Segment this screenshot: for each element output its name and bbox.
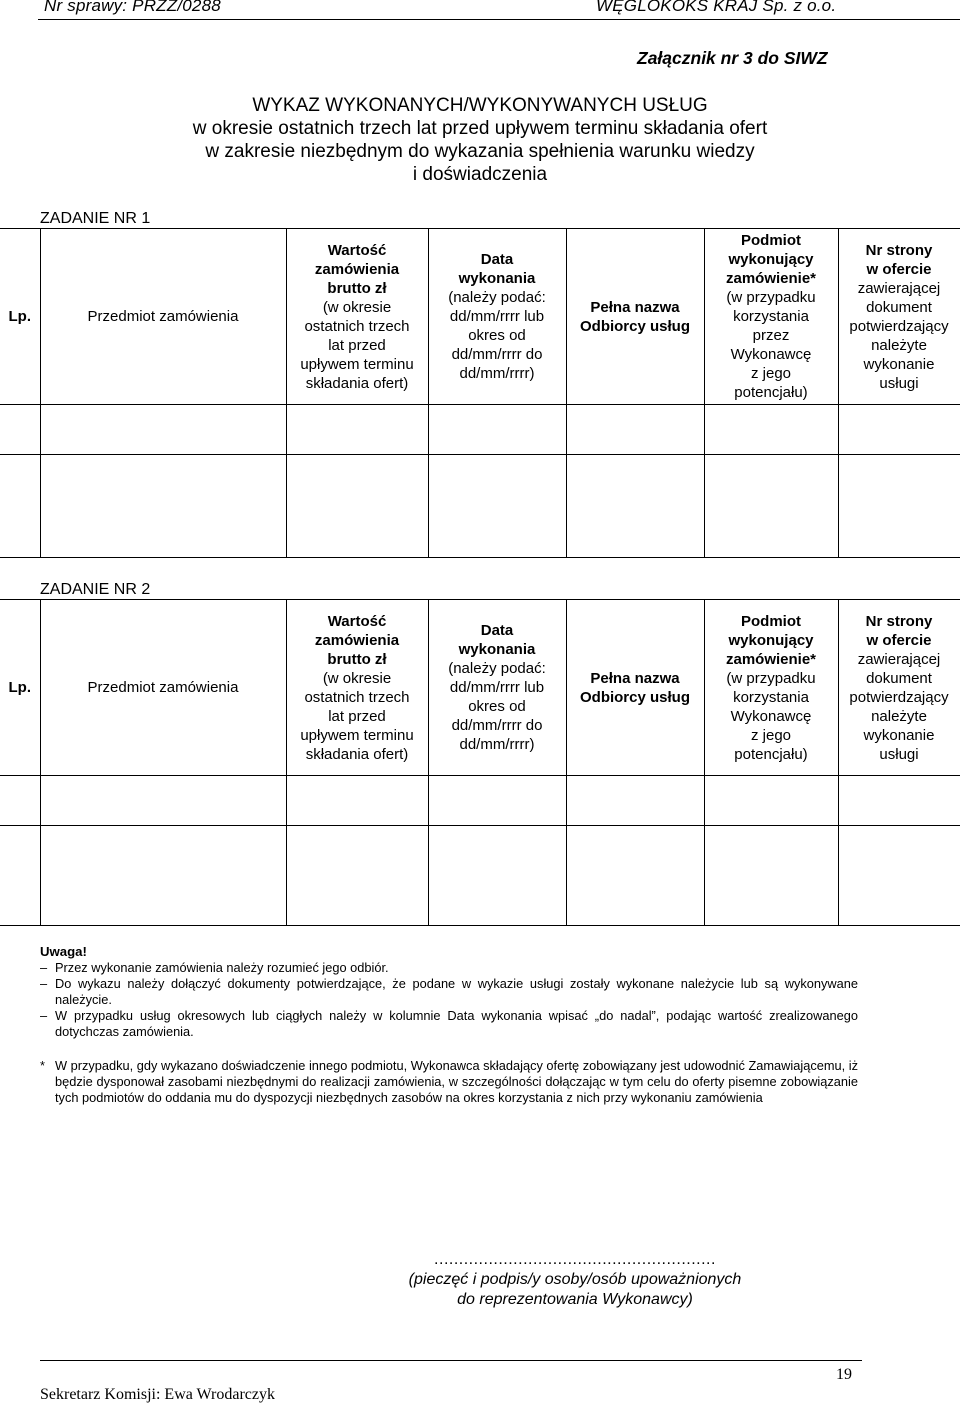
signature-caption: (pieczęć i podpis/y osoby/osób upoważnionych (408, 1271, 742, 1288)
col-offer-page-text: zawierającej (857, 279, 941, 297)
col-date-text: Data (480, 251, 514, 268)
cell-empty[interactable] (40, 405, 286, 455)
notes-section (40, 944, 858, 1106)
cell-empty[interactable] (704, 405, 838, 455)
note-item (40, 976, 858, 1008)
col-entity (704, 229, 838, 405)
col-date (428, 229, 566, 405)
table-header-row (0, 229, 960, 405)
col-value-text: brutto zł (327, 279, 387, 297)
col-offer-page-text: usługi (879, 374, 919, 392)
signature-caption: do reprezentowania Wykonawcy) (457, 1291, 693, 1308)
col-value-text: składania ofert) (305, 374, 409, 392)
col-offer-page-text: potwierdzający (849, 688, 949, 706)
col-lp: Lp. (0, 229, 40, 405)
case-number: Nr sprawy: PRZZ/0288 (44, 0, 221, 15)
col-offer-page-text: usługi (879, 745, 919, 763)
col-date-text: dd/mm/rrrr) (459, 736, 535, 753)
footer-rule (40, 1360, 862, 1361)
title-line: w okresie ostatnich trzech lat przed upływem terminu składania ofert (192, 118, 768, 139)
cell-empty[interactable] (286, 455, 428, 558)
col-offer-page-text: w ofercie (866, 260, 932, 278)
cell-empty[interactable] (838, 405, 960, 455)
note-text: Do wykazu należy dołączyć dokumenty potwierdzające, że podane w wykazie usługi zostały wykonane należycie lub są wykonywane należycie. (55, 976, 858, 1007)
col-entity-text: korzystania (733, 688, 809, 706)
col-value-text: brutto zł (327, 650, 387, 668)
note-item (40, 960, 858, 976)
col-offer-page-text: Nr strony (865, 241, 933, 259)
col-date-text: (należy podać: (448, 660, 546, 677)
col-date-text: okres od (468, 698, 526, 715)
col-offer-page-text: zawierającej (857, 650, 941, 668)
col-value (286, 229, 428, 405)
cell-empty[interactable] (0, 405, 40, 455)
annex-label: Załącznik nr 3 do SIWZ (637, 48, 828, 68)
table-row (0, 826, 960, 926)
col-recipient-text: Odbiorcy usług (579, 688, 690, 706)
col-lp: Lp. (0, 600, 40, 776)
col-entity-text: wykonujący (728, 631, 814, 649)
col-date-text: dd/mm/rrrr) (459, 365, 535, 382)
col-date-text: dd/mm/rrrr do (451, 346, 543, 363)
col-subject: Przedmiot zamówienia (40, 600, 286, 776)
col-value-text: upływem terminu (300, 726, 414, 744)
cell-empty[interactable] (40, 826, 286, 926)
dash-bullet-icon: – (40, 960, 48, 975)
cell-empty[interactable] (286, 405, 428, 455)
col-value-text: Wartość (327, 241, 387, 259)
col-value-text: lat przed (328, 336, 386, 354)
cell-empty[interactable] (428, 405, 566, 455)
cell-empty[interactable] (838, 776, 960, 826)
col-offer-page-text: dokument (866, 669, 932, 687)
cell-empty[interactable] (0, 776, 40, 826)
col-date-text: wykonania (458, 641, 536, 658)
signature-block (300, 1250, 850, 1310)
col-recipient-text: Odbiorcy usług (579, 317, 690, 335)
cell-empty[interactable] (566, 405, 704, 455)
title-line: w zakresie niezbędnym do wykazania spełnienia warunku wiedzy (205, 141, 755, 162)
col-value-text: (w okresie (322, 669, 392, 687)
col-date-text: wykonania (458, 270, 536, 287)
task-1-label: ZADANIE NR 1 (40, 210, 151, 227)
col-date-text: (należy podać: (448, 289, 546, 306)
col-value-text: ostatnich trzech (304, 688, 410, 706)
title-line: i doświadczenia (412, 164, 548, 185)
col-offer-page-text: w ofercie (866, 631, 932, 649)
col-recipient-text: Pełna nazwa (590, 669, 680, 687)
cell-empty[interactable] (704, 826, 838, 926)
col-date-text: Data (480, 622, 514, 639)
cell-empty[interactable] (428, 826, 566, 926)
dash-bullet-icon: – (40, 976, 48, 991)
table-row (0, 455, 960, 558)
document-title (60, 94, 900, 186)
cell-empty[interactable] (704, 455, 838, 558)
col-subject: Przedmiot zamówienia (40, 229, 286, 405)
col-entity-text: Podmiot (741, 612, 801, 630)
col-entity-text: Podmiot (741, 232, 801, 249)
footnote (40, 1058, 858, 1106)
cell-empty[interactable] (838, 455, 960, 558)
col-date (428, 600, 566, 776)
cell-empty[interactable] (0, 826, 40, 926)
col-entity-text: przez (752, 327, 790, 344)
footer-name: Sekretarz Komisji: Ewa Wrodarczyk (40, 1386, 275, 1403)
col-offer-page (838, 600, 960, 776)
col-value (286, 600, 428, 776)
col-value-text: zamówienia (314, 260, 400, 278)
col-offer-page-text: wykonanie (863, 726, 935, 744)
cell-empty[interactable] (286, 826, 428, 926)
table-header-row (0, 600, 960, 776)
header-rule (38, 19, 960, 20)
col-entity-text: zamówienie* (725, 650, 817, 668)
page-number: 19 (836, 1366, 852, 1383)
cell-empty[interactable] (704, 776, 838, 826)
title-line: WYKAZ WYKONANYCH/WYKONYWANYCH USŁUG (252, 95, 708, 116)
col-offer-page-text: potwierdzający (849, 317, 949, 335)
col-offer-page-text: Nr strony (865, 612, 933, 630)
col-value-text: Wartość (327, 612, 387, 630)
col-entity-text: Wykonawcę (730, 346, 812, 363)
table-row (0, 776, 960, 826)
col-value-text: lat przed (328, 707, 386, 725)
col-value-text: upływem terminu (300, 355, 414, 373)
col-value-text: składania ofert) (305, 745, 409, 763)
note-text: Przez wykonanie zamówienia należy rozumieć jego odbiór. (55, 960, 389, 975)
col-entity-text: (w przypadku (726, 669, 816, 687)
cell-empty[interactable] (40, 776, 286, 826)
signature-line: ......................................................... (434, 1251, 716, 1268)
col-entity (704, 600, 838, 776)
note-text: W przypadku usług okresowych lub ciągłych należy w kolumnie Data wykonania wpisać „do nadal”, podając wartość zrealizowanego dotychczas zamówienia. (55, 1008, 858, 1039)
col-recipient (566, 229, 704, 405)
col-recipient-text: Pełna nazwa (590, 298, 680, 316)
col-offer-page (838, 229, 960, 405)
col-entity-text: z jego (750, 726, 792, 744)
col-entity-text: zamówienie* (725, 270, 817, 287)
cell-empty[interactable] (0, 455, 40, 558)
task-1-table (0, 228, 960, 558)
col-recipient (566, 600, 704, 776)
task-2-table (0, 599, 960, 926)
col-entity-text: korzystania (733, 308, 809, 325)
col-value-text: ostatnich trzech (304, 317, 410, 335)
table-row (0, 405, 960, 455)
col-value-text: zamówienia (314, 631, 400, 649)
cell-empty[interactable] (428, 455, 566, 558)
col-date-text: dd/mm/rrrr do (451, 717, 543, 734)
col-offer-page-text: dokument (866, 298, 932, 316)
col-offer-page-text: należyte (871, 336, 927, 354)
cell-empty[interactable] (428, 776, 566, 826)
col-entity-text: Wykonawcę (730, 707, 812, 725)
col-offer-page-text: należyte (871, 707, 927, 725)
dash-bullet-icon: – (40, 1008, 48, 1023)
note-item (40, 1008, 858, 1040)
col-date-text: dd/mm/rrrr lub (449, 679, 545, 696)
col-entity-text: (w przypadku (726, 289, 816, 306)
col-entity-text: potencjału) (734, 745, 808, 763)
notes-heading: Uwaga! (40, 944, 87, 959)
col-date-text: dd/mm/rrrr lub (449, 308, 545, 325)
footnote-text: W przypadku, gdy wykazano doświadczenie innego podmiotu, Wykonawca składający ofertę zobowiązany jest udowodnić Zamawiającemu, iż będzie dysponował zasobami niezbędnymi do realizacji zamówienia, w szczególności dołączając w tym celu do oferty pisemne zobowiązanie tych podmiotów do oddania mu do dyspozycji niezbędnych zasobów na okres korzystania z nich przy wykonaniu zamówienia (55, 1058, 858, 1105)
col-entity-text: z jego (750, 365, 792, 382)
col-entity-text: potencjału) (734, 384, 808, 401)
cell-empty[interactable] (286, 776, 428, 826)
col-offer-page-text: wykonanie (863, 355, 935, 373)
col-date-text: okres od (468, 327, 526, 344)
company-name: WĘGLOKOKS KRAJ Sp. z o.o. (596, 0, 837, 15)
cell-empty[interactable] (566, 776, 704, 826)
task-2-label: ZADANIE NR 2 (40, 581, 151, 598)
col-value-text: (w okresie (322, 298, 392, 316)
cell-empty[interactable] (838, 826, 960, 926)
cell-empty[interactable] (566, 826, 704, 926)
cell-empty[interactable] (40, 455, 286, 558)
footnote-mark: * (40, 1058, 45, 1073)
cell-empty[interactable] (566, 455, 704, 558)
col-entity-text: wykonujący (728, 251, 814, 268)
